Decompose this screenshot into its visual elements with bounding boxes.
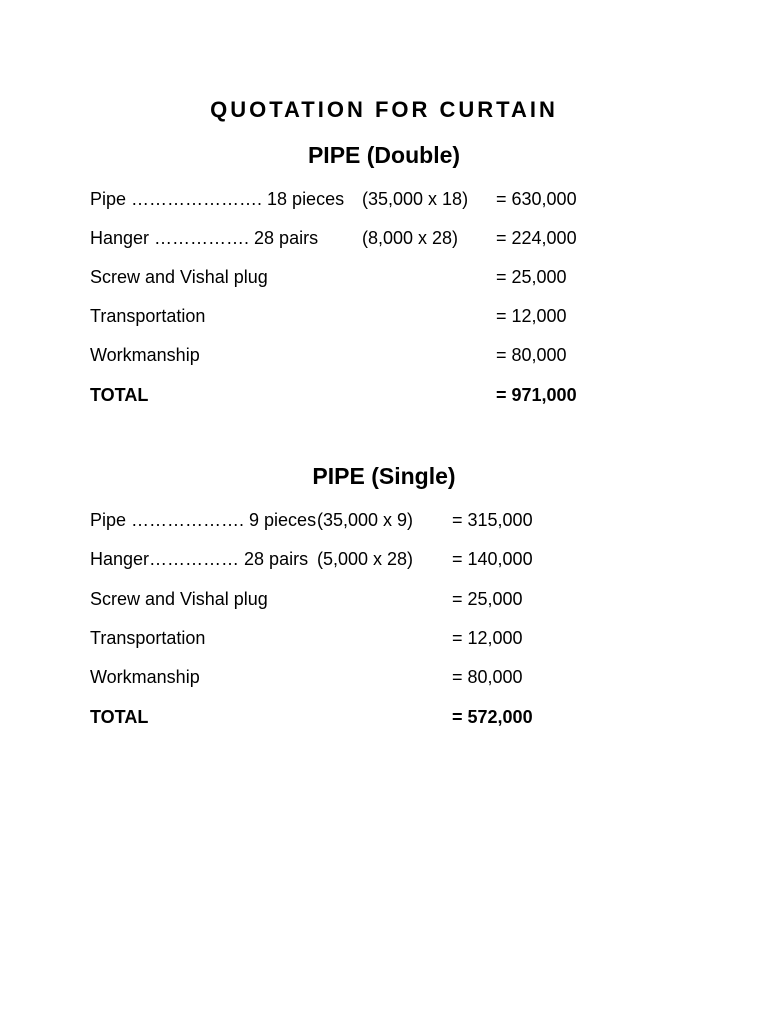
line-item bbox=[0, 187, 768, 211]
document-title: QUOTATION FOR CURTAIN bbox=[210, 97, 558, 122]
total-amount: = 572,000 bbox=[452, 707, 533, 727]
section-heading-double: PIPE (Double) bbox=[307, 142, 461, 168]
item-calculation: (35,000 x 9) bbox=[317, 510, 414, 530]
item-label: Transportation bbox=[90, 628, 206, 648]
item-amount: = 80,000 bbox=[452, 667, 523, 687]
total-label: TOTAL bbox=[90, 707, 149, 727]
line-item bbox=[0, 587, 768, 611]
item-amount: = 224,000 bbox=[496, 228, 577, 248]
line-item bbox=[0, 343, 768, 367]
item-label: Hanger ……………. 28 pairs bbox=[90, 228, 319, 248]
item-label: Hanger…………… 28 pairs bbox=[90, 549, 309, 569]
line-item bbox=[0, 508, 768, 532]
item-calculation: (8,000 x 28) bbox=[362, 228, 459, 248]
line-item bbox=[0, 265, 768, 289]
item-amount: = 25,000 bbox=[496, 267, 567, 287]
item-amount: = 140,000 bbox=[452, 549, 533, 569]
item-label: Pipe …………………. 18 pieces bbox=[90, 189, 345, 209]
line-item bbox=[0, 304, 768, 328]
item-label: Workmanship bbox=[90, 667, 200, 687]
item-amount: = 315,000 bbox=[452, 510, 533, 530]
total-row bbox=[0, 705, 768, 729]
item-amount: = 630,000 bbox=[496, 189, 577, 209]
section-heading-single: PIPE (Single) bbox=[312, 463, 456, 489]
line-item bbox=[0, 626, 768, 650]
item-amount: = 12,000 bbox=[452, 628, 523, 648]
item-calculation: (35,000 x 18) bbox=[362, 189, 469, 209]
line-item bbox=[0, 665, 768, 689]
item-calculation: (5,000 x 28) bbox=[317, 549, 414, 569]
line-item bbox=[0, 226, 768, 250]
item-label: Transportation bbox=[90, 306, 206, 326]
item-amount: = 12,000 bbox=[496, 306, 567, 326]
total-label: TOTAL bbox=[90, 385, 149, 405]
item-label: Workmanship bbox=[90, 345, 200, 365]
item-label: Screw and Vishal plug bbox=[90, 589, 268, 609]
item-amount: = 25,000 bbox=[452, 589, 523, 609]
total-amount: = 971,000 bbox=[496, 385, 577, 405]
line-item bbox=[0, 547, 768, 571]
item-label: Screw and Vishal plug bbox=[90, 267, 268, 287]
item-amount: = 80,000 bbox=[496, 345, 567, 365]
total-row bbox=[0, 383, 768, 407]
item-label: Pipe ………………. 9 pieces bbox=[90, 510, 317, 530]
